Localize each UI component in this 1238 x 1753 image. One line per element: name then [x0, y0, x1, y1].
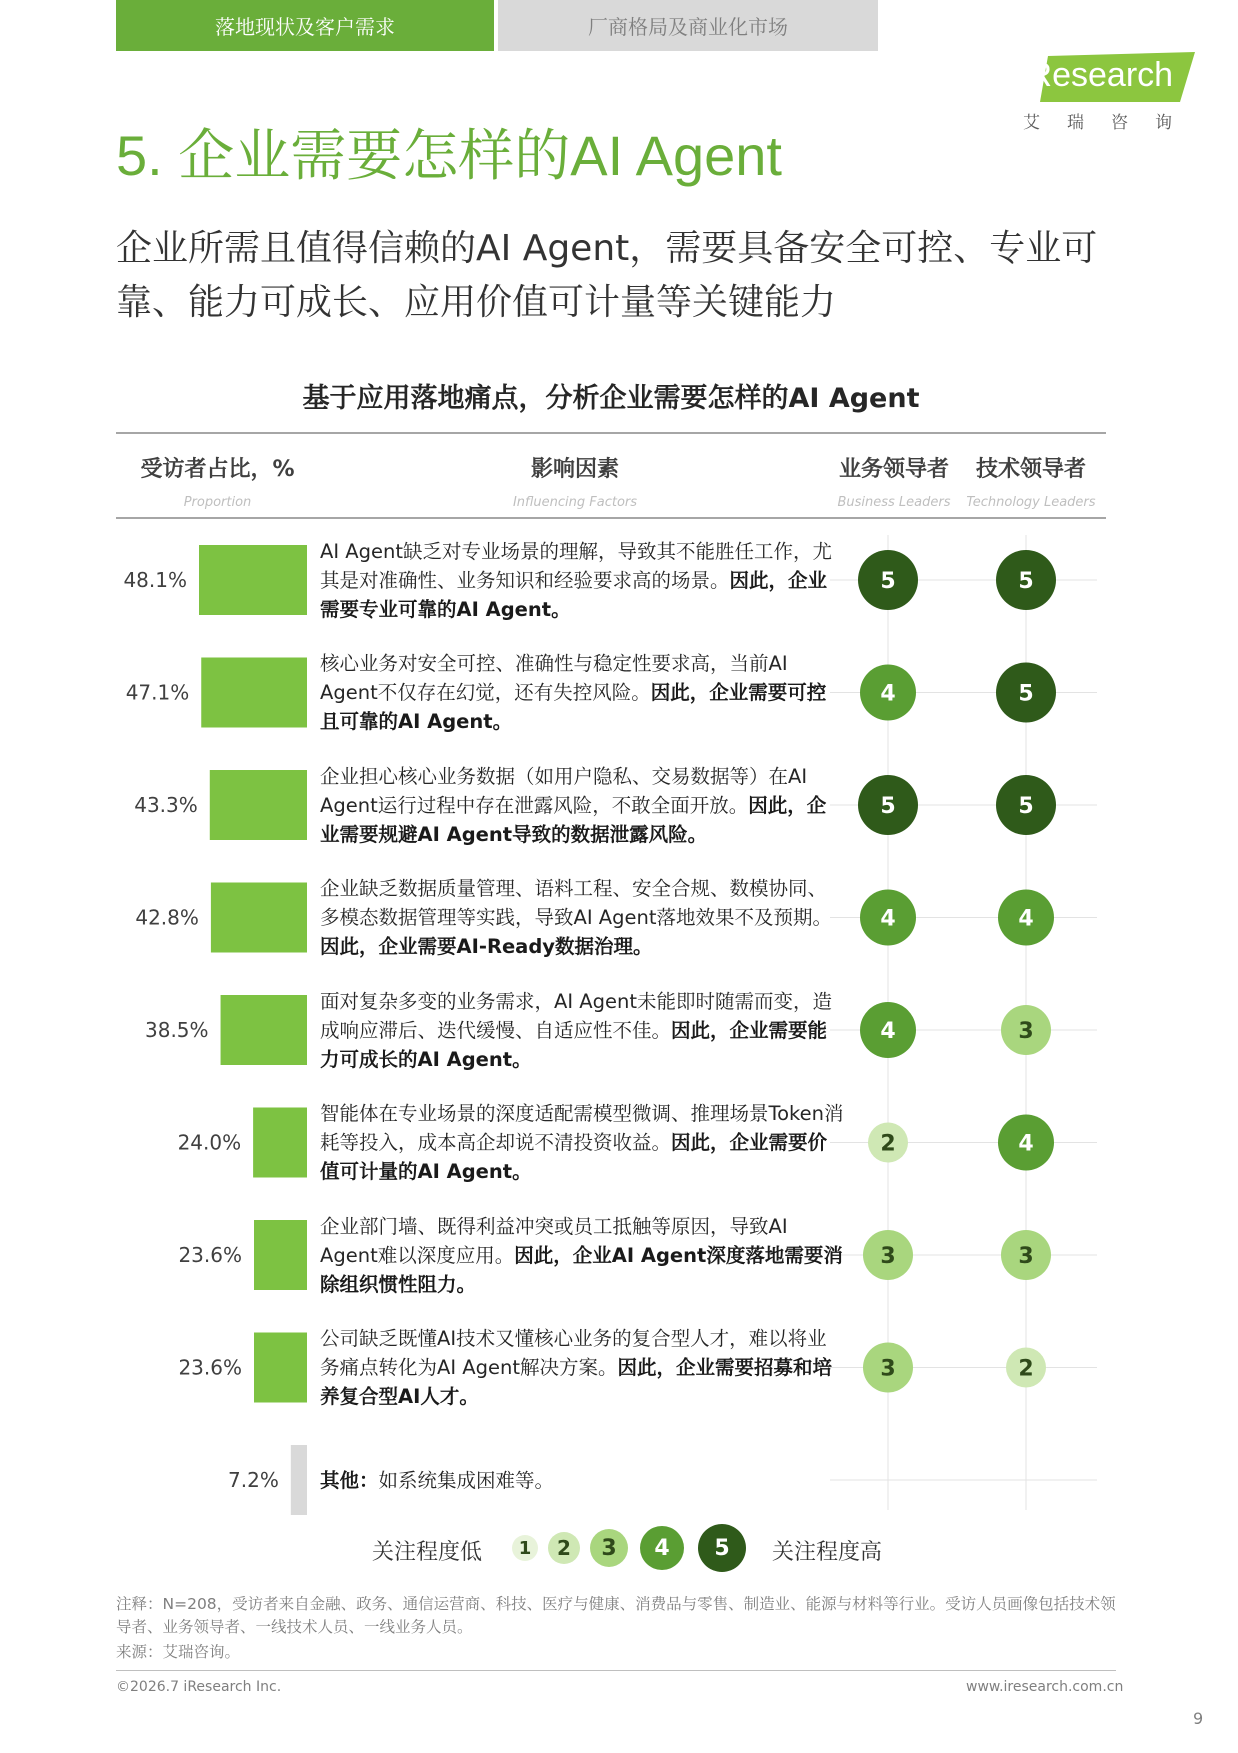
logo-text: iResearch [1020, 56, 1174, 94]
copyright: ©2026.7 iResearch Inc. [116, 1679, 282, 1695]
factor-text [320, 987, 845, 1074]
factor-text-conclusion: 因此，企业需要能力可成长的AI Agent。 [320, 1018, 828, 1071]
factor-text [320, 1324, 845, 1411]
business-rating-value: 2 [880, 1131, 896, 1157]
factor-text [320, 537, 845, 624]
proportion-label: 23.6% [178, 1243, 243, 1267]
factor-text-conclusion: 因此，企业需要可控且可靠的AI Agent。 [320, 681, 827, 733]
proportion-label: 48.1% [123, 568, 187, 592]
col-head-tech-cn: 技术领导者 [975, 457, 1086, 482]
col-head-proportion-en: Proportion [183, 495, 252, 510]
tab-current-status[interactable]: 落地现状及客户需求 [116, 0, 494, 51]
col-head-factors-en: Influencing Factors [512, 495, 638, 510]
website-url[interactable]: www.iresearch.com.cn [966, 1679, 1124, 1695]
tech-rating-value: 5 [1018, 569, 1034, 594]
col-head-business-en: Business Leaders [837, 495, 951, 510]
factor-text [320, 1099, 845, 1186]
proportion-label: 42.8% [135, 905, 199, 930]
proportion-label: 24.0% [177, 1130, 242, 1155]
legend-low-label: 关注程度低 [372, 1540, 483, 1565]
proportion-label: 47.1% [125, 680, 190, 705]
factor-text-normal: 企业缺乏数据质量管理、语料工程、安全合规、数模协同、多模态数据管理等实践，导致AI Agent落地效果不及预期。 [320, 877, 833, 929]
business-rating-value: 5 [880, 794, 896, 819]
factor-text-conclusion: 因此，企业需要专业可靠的AI Agent。 [320, 568, 828, 621]
factor-text-normal: 面对复杂多变的业务需求，AI Agent未能即时随需而变，造成响应滞后、迭代缓慢、自适应性不佳。 [320, 989, 833, 1042]
col-head-factors-cn: 影响因素 [530, 457, 619, 482]
factor-text [320, 1212, 845, 1299]
col-head-tech-en: Technology Leaders [966, 495, 1096, 510]
proportion-label: 38.5% [145, 1018, 209, 1042]
factor-text [320, 762, 845, 849]
proportion-label: 43.3% [134, 793, 198, 817]
factor-text-normal: 如系统集成困难等。 [378, 1468, 555, 1492]
footer-rule [116, 1670, 1116, 1671]
legend-level-3: 3 [590, 1529, 628, 1567]
business-rating-value: 3 [880, 1356, 896, 1382]
proportion-bar [199, 545, 307, 615]
tech-rating-value: 3 [1018, 1244, 1034, 1269]
factor-text-conclusion: 因此，企业需要招募和培养复合型AI人才。 [320, 1356, 833, 1408]
factor-text-normal: AI Agent缺乏对专业场景的理解，导致其不能胜任工作，尤其是对准确性、业务知识和经验要求高的场景。 [320, 539, 833, 592]
factor-text-conclusion: 因此，企业需要规避AI Agent导致的数据泄露风险。 [320, 793, 827, 846]
factor-text [320, 649, 845, 736]
tech-rating-value: 3 [1018, 1019, 1034, 1044]
factor-text-normal: 企业部门墙、既得利益冲突或员工抵触等原因，导致AI Agent难以深度应用。 [320, 1214, 788, 1267]
col-head-proportion-cn: 受访者占比，% [140, 457, 295, 482]
factor-text-normal: 核心业务对安全可控、准确性与稳定性要求高，当前AI Agent不仅存在幻觉，还有失控风险。 [320, 652, 788, 704]
tab-vendor-landscape[interactable]: 厂商格局及商业化市场 [498, 0, 878, 51]
factor-text-conclusion: 因此，企业AI Agent深度落地需要消除组织惯性阻力。 [320, 1243, 843, 1296]
proportion-bar [291, 1445, 307, 1515]
page-number: 9 [1193, 1709, 1204, 1728]
business-rating-value: 4 [880, 906, 896, 932]
business-rating-value: 5 [880, 569, 896, 594]
tech-rating-value: 5 [1018, 794, 1034, 819]
factor-text-normal: 智能体在专业场景的深度适配需模型微调、推理场景Token消耗等投入，成本高企却说不清投资收益。 [320, 1102, 844, 1154]
business-rating-value: 4 [880, 681, 896, 707]
business-rating-value: 3 [880, 1244, 896, 1269]
factor-text [320, 874, 845, 961]
tech-rating-value: 2 [1018, 1356, 1034, 1382]
tech-rating-value: 4 [1018, 1131, 1034, 1157]
factor-text [320, 1466, 845, 1495]
legend-level-1: 1 [512, 1535, 538, 1561]
factor-text-normal: 公司缺乏既懂AI技术又懂核心业务的复合型人才，难以将业务痛点转化为AI Agent解决方案。 [320, 1327, 827, 1379]
logo-cn: 艾瑞咨询 [1023, 113, 1199, 133]
business-rating-value: 4 [880, 1019, 896, 1044]
tech-rating-value: 5 [1018, 681, 1034, 707]
proportion-label: 23.6% [178, 1355, 243, 1380]
legend-level-4: 4 [640, 1526, 684, 1570]
page-title: 5. 企业需要怎样的AI Agent [116, 124, 782, 187]
proportion-bar [253, 1108, 307, 1178]
factor-text-conclusion: 其他： [320, 1468, 379, 1492]
proportion-bar [254, 1220, 307, 1290]
proportion-bar [254, 1333, 307, 1403]
source-note: 来源：艾瑞咨询。 [116, 1643, 241, 1661]
proportion-bar [210, 770, 307, 840]
proportion-bar [201, 658, 307, 728]
legend-level-2: 2 [548, 1532, 580, 1564]
legend-high-label: 关注程度高 [772, 1540, 883, 1565]
lead-statement: 企业所需且值得信赖的AI Agent，需要具备安全可控、专业可靠、能力可成长、应用价值可计量等关键能力 [116, 228, 1098, 323]
col-head-business-cn: 业务领导者 [838, 457, 949, 482]
proportion-bar [211, 883, 307, 953]
factor-text-conclusion: 因此，企业需要价值可计量的AI Agent。 [320, 1131, 828, 1183]
factor-text-normal: 企业担心核心业务数据（如用户隐私、交易数据等）在AI Agent运行过程中存在泄露风险，不敢全面开放。 [320, 764, 808, 817]
factor-text-conclusion: 因此，企业需要AI-Ready数据治理。 [320, 935, 653, 958]
footnote: 注释：N=208，受访者来自金融、政务、通信运营商、科技、医疗与健康、消费品与零售、制造业、能源与材料等行业。受访人员画像包括技术领导者、业务领导者、一线技术人员、一线业务人员。 [116, 1595, 1116, 1636]
proportion-bar [221, 995, 307, 1065]
chart-title: 基于应用落地痛点，分析企业需要怎样的AI Agent [302, 383, 920, 414]
legend-level-5: 5 [698, 1524, 746, 1572]
proportion-label: 7.2% [228, 1468, 279, 1492]
tech-rating-value: 4 [1018, 906, 1034, 932]
